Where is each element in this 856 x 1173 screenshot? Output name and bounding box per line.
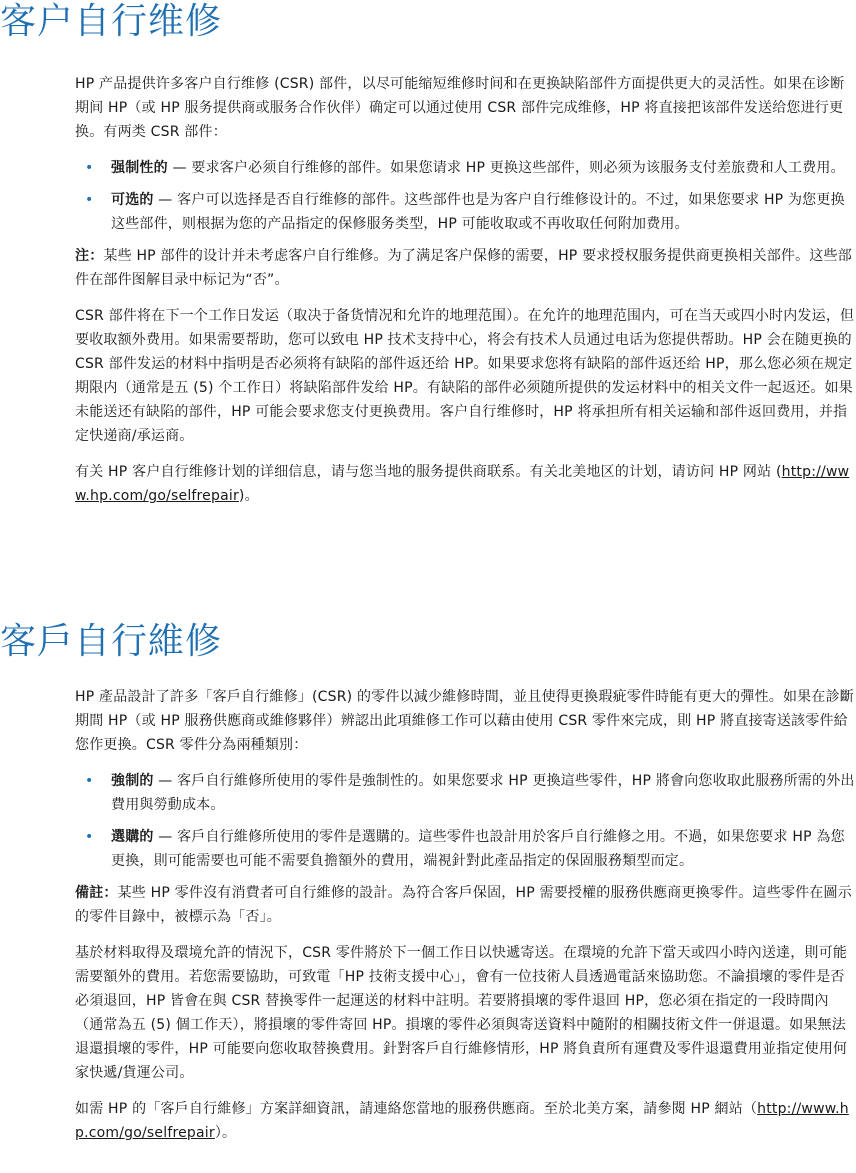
page-title: 客户自行维修 [0,1,223,42]
bullet-icon: • [85,192,94,208]
list-item-term: 可选的 [111,192,154,208]
list-item-text: — 客戶自行維修所使用的零件是選購的。這些零件也設計用於客戶自行維修之用。不過，如果您要求 HP 為您更換，則可能需要也可能不需要負擔額外的費用，端視針對此產品指定的保固服務類型而定。 [111,829,845,869]
bullet-icon: • [85,160,94,176]
intro-paragraph: HP 產品設計了許多「客戶自行維修」(CSR) 的零件以減少維修時間，並且使得更換瑕疵零件時能有更大的彈性。如果在診斷期間 HP（或 HP 服務供應商或維修夥伴）辨認出此項維修工作可以藉由使用 CSR 零件來完成，則 HP 將直接寄送該零件給您作更換。CSR 零件分為兩種類別： [75,689,854,753]
contact-text: 有关 HP 客户自行维修计划的详细信息，请与您当地的服务提供商联系。有关北美地区的计划，请访问 HP 网站 ( [75,464,782,480]
section-body [75,685,855,1157]
contact-text-end: )。 [238,488,259,504]
list-item-text: — 客户可以选择是否自行维修的部件。这些部件也是为客户自行维修设计的。不过，如果您要求 HP 为您更换这些部件，则根据为您的产品指定的保修服务类型，HP 可能收取或不再收取任何附加费用。 [111,192,845,232]
csr-category-list [75,156,855,236]
page-title: 客戶自行維修 [0,621,223,662]
intro-paragraph: HP 产品提供许多客户自行维修 (CSR) 部件，以尽可能缩短维修时间和在更换缺陷部件方面提供更大的灵活性。如果在诊断期间 HP（或 HP 服务提供商或服务合作伙伴）确定可以通过使用 CSR 部件完成维修，HP 将直接把该部件发送给您进行更换。有两类 CSR 部件： [75,76,845,140]
list-item [75,156,855,180]
csr-category-list [75,769,855,873]
list-item-text: — 客戶自行維修所使用的零件是強制性的。如果您要求 HP 更換這些零件，HP 將會向您收取此服務所需的外出費用與勞動成本。 [111,773,855,813]
list-item-term: 選購的 [111,829,154,845]
contact-paragraph [75,460,855,508]
list-item [75,188,855,236]
bullet-icon: • [85,773,94,789]
contact-text: 如需 HP 的「客戶自行維修」方案詳細資訊，請連絡您當地的服務供應商。至於北美方案，請參閱 HP 網站（ [75,1101,758,1117]
list-item-term: 強制的 [111,773,154,789]
note-label: 備註： [75,885,118,901]
note-paragraph [75,244,855,292]
list-item-term: 强制性的 [111,160,168,176]
note-paragraph [75,881,855,929]
list-item [75,825,855,873]
note-text: 某些 HP 零件沒有消費者可自行維修的設計。為符合客戶保固，HP 需要授權的服務供應商更換零件。這些零件在圖示的零件目錄中，被標示為「否」。 [75,885,852,925]
contact-text-end: ）。 [214,1125,237,1141]
list-item [75,769,855,817]
note-text: 某些 HP 部件的设计并未考虑客户自行维修。为了满足客户保修的需要，HP 要求授权服务提供商更换相关部件。这些部件在部件图解目录中标记为“否”。 [75,248,852,288]
contact-paragraph [75,1097,855,1145]
shipping-paragraph: CSR 部件将在下一个工作日发运（取决于备货情况和允许的地理范围）。在允许的地理范围内，可在当天或四小时内发运，但要收取额外费用。如果需要帮助，您可以致电 HP 技术支持中心，将会有技术人员通过电话为您提供帮助。HP 会在随更换的 CSR 部件发运的材料中指明是否必须将有缺陷的部件返还给 HP。如果要求您将有缺陷的部件返还给 HP，那么您必须在规定期限内（通常是五 (5) 个工作日）将缺陷部件发给 HP。有缺陷的部件必须随所提供的发运材料中的相关文件一起返还。如果未能送还有缺陷的部件，HP 可能会要求您支付更换费用。客户自行维修时，HP 将承担所有相关运输和部件返回费用，并指定快递商/承运商。 [75,308,855,444]
selfrepair-link[interactable]: http://www.hp.com/go/selfrepair [75,464,850,504]
shipping-paragraph: 基於材料取得及環境允許的情況下，CSR 零件將於下一個工作日以快遞寄送。在環境的允許下當天或四小時內送達，則可能需要額外的費用。若您需要協助，可致電「HP 技術支援中心」，會有一位技術人員透過電話來協助您。不論損壞的零件是否必須退回，HP 皆會在與 CSR 替換零件一起運送的材料中註明。若要將損壞的零件退回 HP，您必須在指定的一段時間內（通常為五 (5) 個工作天），將損壞的零件寄回 HP。損壞的零件必須與寄送資料中隨附的相關技術文件一併退還。如果無法退還損壞的零件，HP 可能要向您收取替換費用。針對客戶自行維修情形，HP 將負責所有運費及零件退還費用並指定使用何家快遞/貨運公司。 [75,945,848,1081]
note-label: 注： [75,248,104,264]
list-item-text: — 要求客户必须自行维修的部件。如果您请求 HP 更换这些部件，则必须为该服务支付差旅费和人工费用。 [167,160,845,176]
bullet-icon: • [85,829,94,845]
selfrepair-link[interactable]: http://www.hp.com/go/selfrepair [75,1101,849,1141]
section-body [75,72,855,520]
